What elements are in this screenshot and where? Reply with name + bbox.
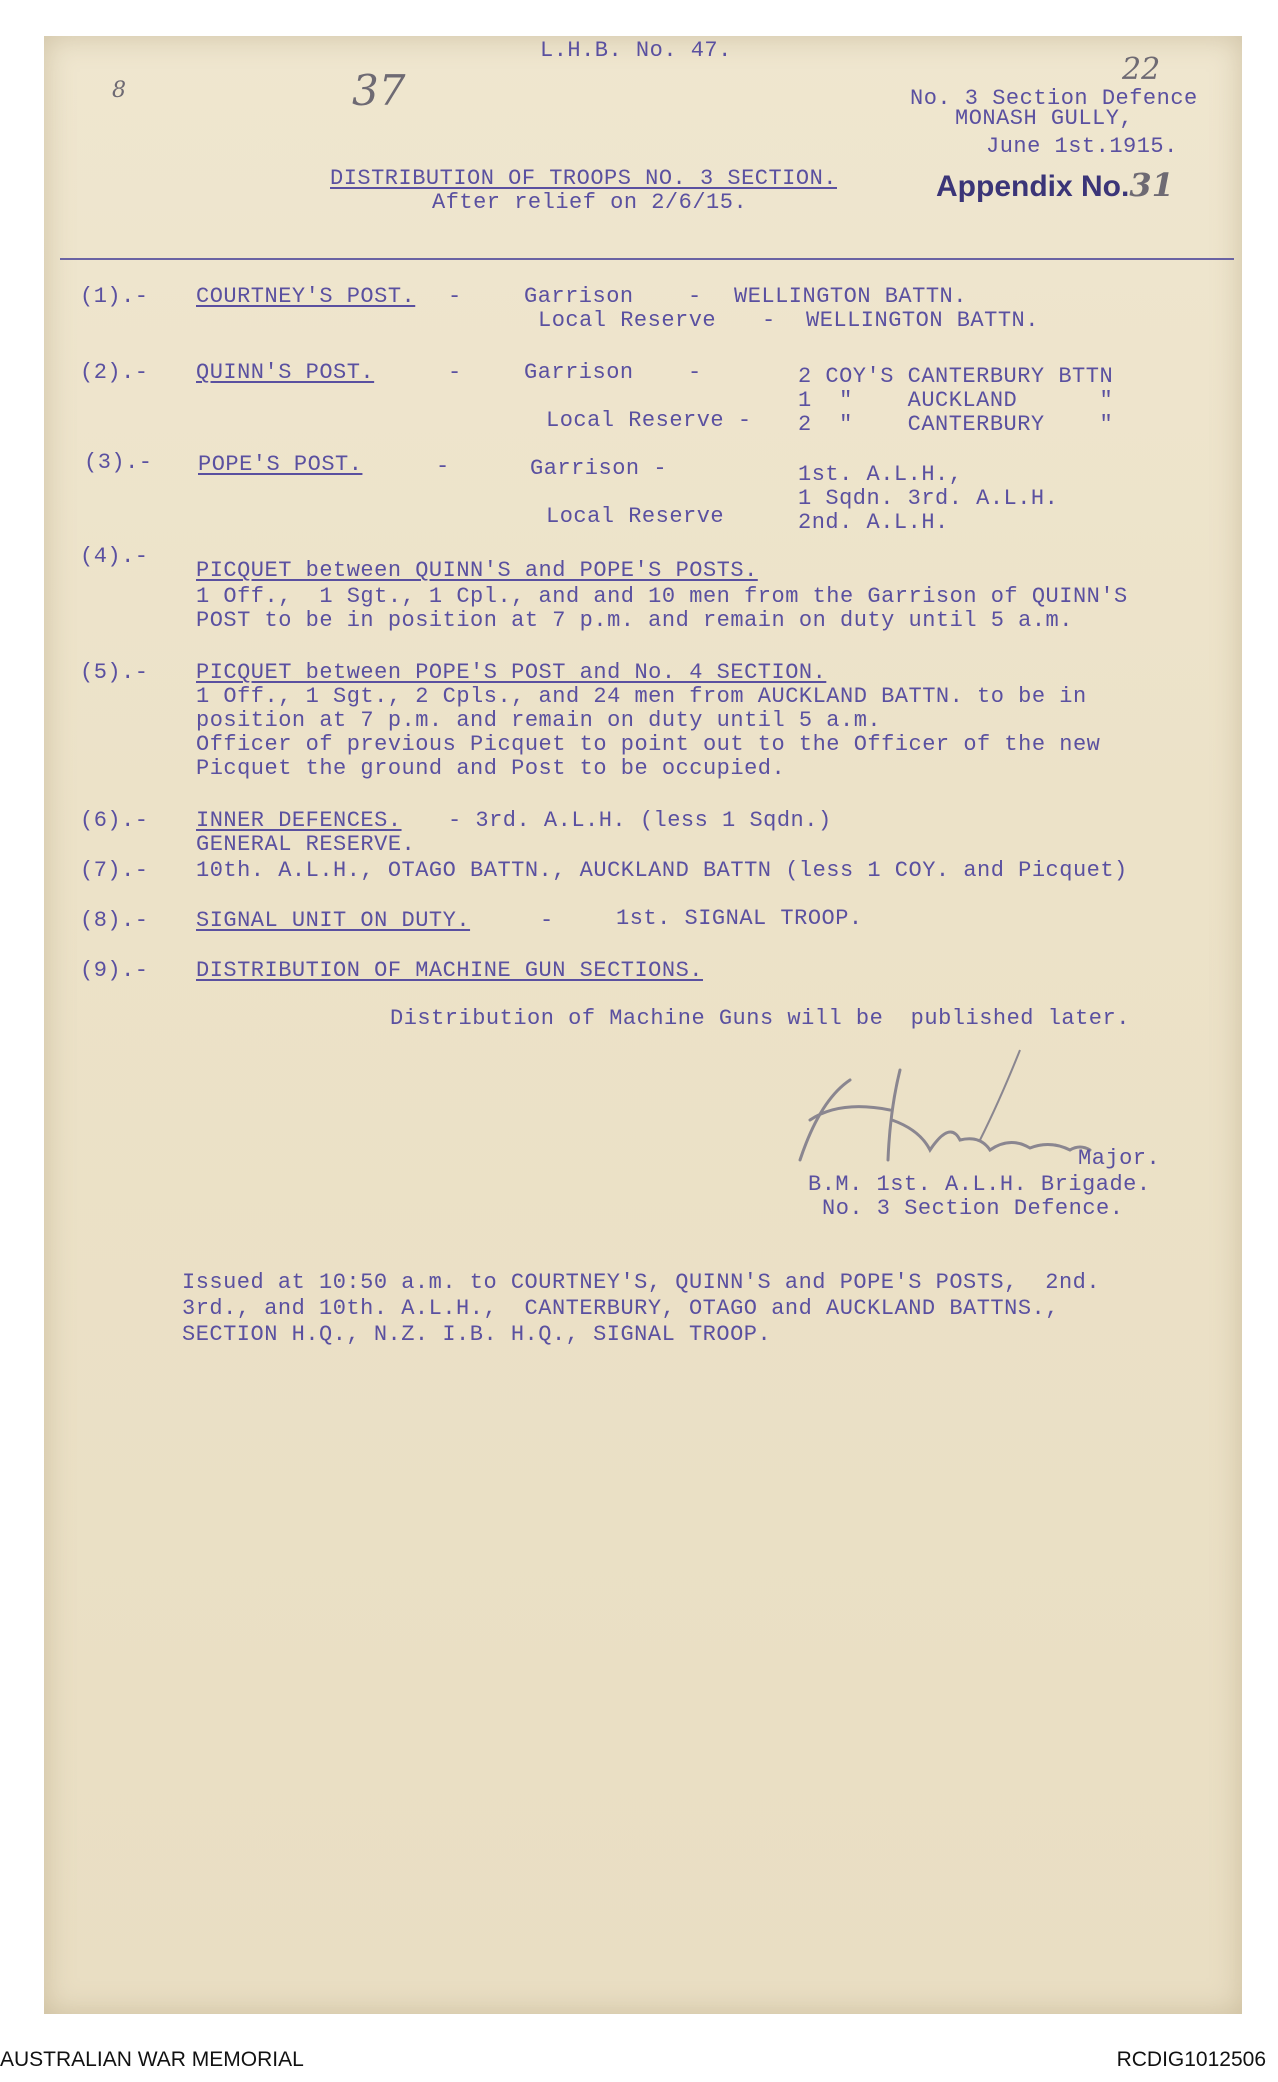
item-5-line-2: position at 7 p.m. and remain on duty until 5 a.m. bbox=[196, 708, 882, 733]
item-1-reserve-label: Local Reserve bbox=[538, 308, 717, 333]
item-2-name: QUINN'S POST. bbox=[196, 360, 375, 385]
item-9-line: Distribution of Machine Guns will be published later. bbox=[390, 1006, 1130, 1031]
footer-image-id: RCDIG1012506 bbox=[1116, 2048, 1266, 2071]
item-4-line-1: 1 Off., 1 Sgt., 1 Cpl., and and 10 men from the Garrison of QUINN'S bbox=[196, 584, 1128, 609]
signatory-rank: Major. bbox=[1078, 1146, 1161, 1171]
signatory-line-3: No. 3 Section Defence. bbox=[822, 1196, 1124, 1221]
item-8-heading: SIGNAL UNIT ON DUTY. bbox=[196, 908, 471, 933]
item-1-name: COURTNEY'S POST. bbox=[196, 284, 416, 309]
item-3-number: (3).- bbox=[84, 450, 153, 475]
page-number: 22 bbox=[1122, 52, 1161, 87]
item-2-reserve-label: Local Reserve - bbox=[546, 408, 752, 433]
item-1-reserve-dash: - bbox=[762, 308, 776, 333]
origin-line-2: MONASH GULLY, bbox=[955, 106, 1134, 131]
item-1-garrison-label: Garrison bbox=[524, 284, 634, 309]
item-4-heading: PICQUET between QUINN'S and POPE'S POSTS. bbox=[196, 558, 758, 583]
item-4-line-2: POST to be in position at 7 p.m. and remain on duty until 5 a.m. bbox=[196, 608, 1073, 633]
origin-line-1: No. 3 Section Defence bbox=[910, 86, 1198, 111]
signature-text bbox=[830, 1150, 837, 1151]
item-3-garrison-value-1: 1st. A.L.H., bbox=[798, 462, 963, 487]
item-7-number: (7).- bbox=[80, 858, 149, 883]
origin-date: June 1st.1915. bbox=[986, 134, 1178, 159]
item-8-value: 1st. SIGNAL TROOP. bbox=[616, 906, 863, 931]
item-9-number: (9).- bbox=[80, 958, 149, 983]
item-3-name: POPE'S POST. bbox=[198, 452, 363, 477]
item-6-number: (6).- bbox=[80, 808, 149, 833]
item-2-dash: - bbox=[448, 360, 462, 385]
issued-line-2: 3rd., and 10th. A.L.H., CANTERBURY, OTAGO and AUCKLAND BATTNS., bbox=[182, 1296, 1059, 1321]
item-5-line-3: Officer of previous Picquet to point out to the Officer of the new bbox=[196, 732, 1101, 757]
signatory-line-2: B.M. 1st. A.L.H. Brigade. bbox=[808, 1172, 1151, 1197]
item-3-dash: - bbox=[436, 454, 450, 479]
item-2-garrison-value-2: 1 " AUCKLAND " bbox=[798, 388, 1114, 413]
item-6-heading: INNER DEFENCES. bbox=[196, 808, 402, 833]
item-1-garrison-dash: - bbox=[688, 284, 702, 309]
issued-line-1: Issued at 10:50 a.m. to COURTNEY'S, QUINN'S and POPE'S POSTS, 2nd. bbox=[182, 1270, 1101, 1295]
item-3-garrison-label: Garrison - bbox=[530, 456, 668, 481]
document-subtitle: After relief on 2/6/15. bbox=[432, 190, 748, 215]
item-3-garrison-value-2: 1 Sqdn. 3rd. A.L.H. bbox=[798, 486, 1059, 511]
item-2-reserve-value: 2 " CANTERBURY " bbox=[798, 412, 1114, 437]
document-reference: L.H.B. No. 47. bbox=[540, 38, 732, 63]
item-8-number: (8).- bbox=[80, 908, 149, 933]
item-5-line-4: Picquet the ground and Post to be occupied. bbox=[196, 756, 786, 781]
footer-institution: AUSTRALIAN WAR MEMORIAL bbox=[0, 2048, 304, 2071]
item-5-number: (5).- bbox=[80, 660, 149, 685]
folio-number: 37 bbox=[352, 66, 406, 115]
item-6-general-reserve: GENERAL RESERVE. bbox=[196, 832, 416, 857]
header-rule bbox=[60, 258, 1234, 260]
item-8-dash: - bbox=[540, 908, 554, 933]
item-1-reserve-value: WELLINGTON BATTN. bbox=[806, 308, 1039, 333]
item-3-reserve-label: Local Reserve bbox=[546, 504, 725, 529]
item-7-line: 10th. A.L.H., OTAGO BATTN., AUCKLAND BATTN (less 1 COY. and Picquet) bbox=[196, 858, 1128, 883]
document-title: DISTRIBUTION OF TROOPS NO. 3 SECTION. bbox=[330, 166, 837, 191]
item-2-garrison-value-1: 2 COY'S CANTERBURY BTTN bbox=[798, 364, 1114, 389]
appendix-number: 31 bbox=[1129, 166, 1174, 204]
corner-mark: 8 bbox=[112, 78, 126, 103]
item-3-reserve-value: 2nd. A.L.H. bbox=[798, 510, 949, 535]
appendix-label bbox=[936, 166, 1174, 204]
item-5-heading: PICQUET between POPE'S POST and No. 4 SECTION. bbox=[196, 660, 827, 685]
appendix-text: Appendix No. bbox=[936, 170, 1130, 203]
item-1-dash: - bbox=[448, 284, 462, 309]
item-1-number: (1).- bbox=[80, 284, 149, 309]
item-1-garrison-value: WELLINGTON BATTN. bbox=[734, 284, 967, 309]
item-5-line-1: 1 Off., 1 Sgt., 2 Cpls., and 24 men from AUCKLAND BATTN. to be in bbox=[196, 684, 1087, 709]
item-9-heading: DISTRIBUTION OF MACHINE GUN SECTIONS. bbox=[196, 958, 703, 983]
item-6-detail: - 3rd. A.L.H. (less 1 Sqdn.) bbox=[448, 808, 832, 833]
issued-line-3: SECTION H.Q., N.Z. I.B. H.Q., SIGNAL TROOP. bbox=[182, 1322, 772, 1347]
item-2-number: (2).- bbox=[80, 360, 149, 385]
item-2-garrison-dash: - bbox=[688, 360, 702, 385]
item-2-garrison-label: Garrison bbox=[524, 360, 634, 385]
item-4-number: (4).- bbox=[80, 544, 149, 569]
